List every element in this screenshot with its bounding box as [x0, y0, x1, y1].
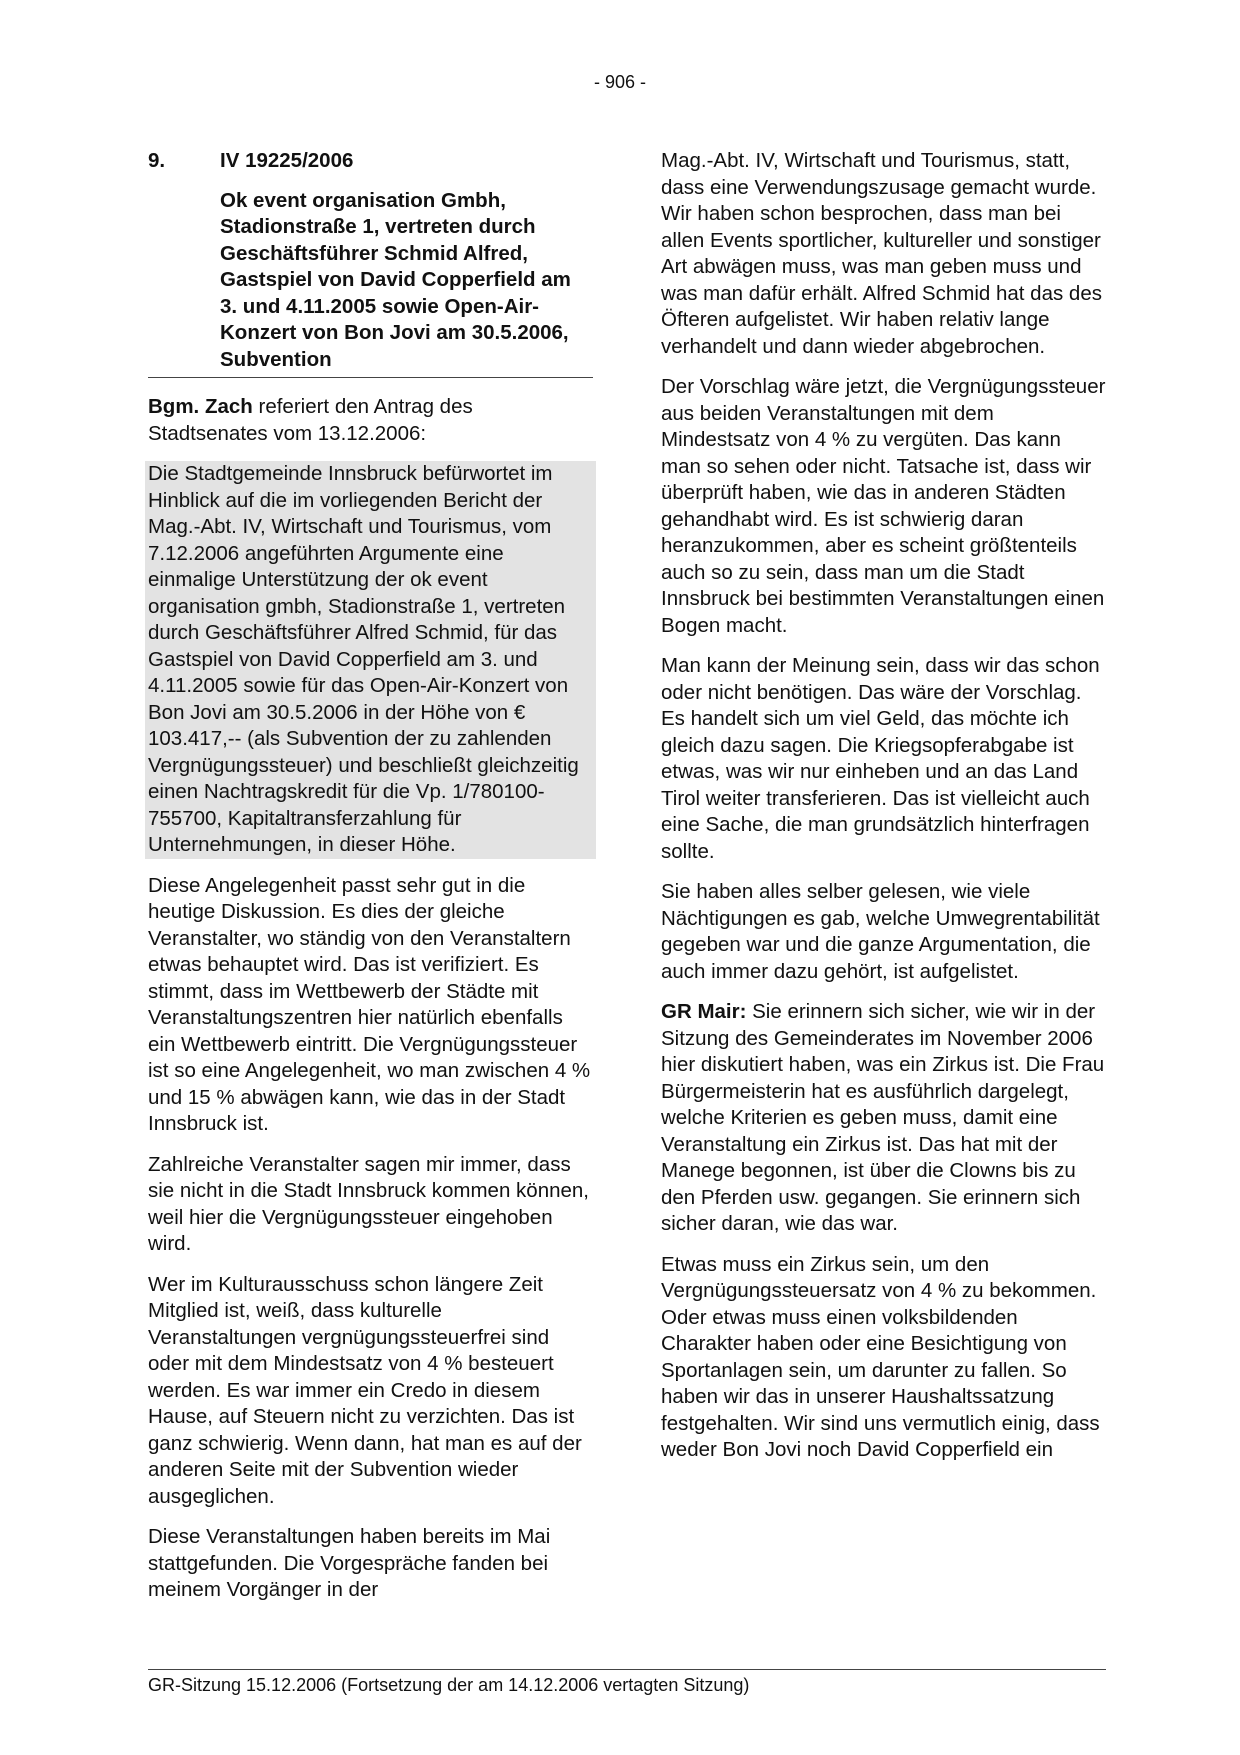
paragraph: Mag.-Abt. IV, Wirtschaft und Tourismus, statt, dass eine Verwendungszusage gemacht wurde. Wir haben schon besprochen, dass man bei allen Events sportlicher, kultureller und sonstiger Art abwägen muss, was man geben muss und was man dafür erhält. Alfred Schmid hat das des Öfteren aufgelistet. Wir haben relativ lange verhandelt und dann wieder abgebrochen.	[661, 149, 1102, 358]
item-reference: IV 19225/2006	[220, 149, 354, 172]
intro-paragraph	[148, 394, 593, 447]
paragraph: Diese Veranstaltungen haben bereits im Mai stattgefunden. Die Vorgespräche fanden bei meinem Vorgänger in der	[148, 1525, 551, 1601]
speaker-name: GR Mair:	[661, 1000, 747, 1023]
paragraph: Der Vorschlag wäre jetzt, die Vergnügungssteuer aus beiden Veranstaltungen mit dem Mindestsatz von 4 % zu vergüten. Das kann man so sehen oder nicht. Tatsache ist, dass wir überprüft haben, wie das in anderen Städten gehandhabt wird. Es ist schwierig daran heranzukommen, aber es scheint größtenteils auch so zu sein, dass man um die Stadt Innsbruck bei bestimmten Veranstaltungen einen Bogen macht.	[661, 375, 1106, 637]
item-title: Ok event organisation Gmbh, Stadionstraße 1, vertreten durch Geschäftsführer Schmid Alfred, Gastspiel von David Copperfield am 3. und 4.11.2005 sowie Open-Air-Konzert von Bon Jovi am 30.5.2006, Subvention	[220, 188, 571, 371]
paragraph: Diese Angelegenheit passt sehr gut in die heutige Diskussion. Es dies der gleiche Veranstalter, wo ständig von den Veranstaltern etwas behauptet wird. Das ist verifiziert. Es stimmt, dass im Wettbewerb der Städte mit Veranstaltungszentren hier natürlich ebenfalls ein Wettbewerb eintritt. Die Vergnügungssteuer ist so eine Angelegenheit, wo man zwischen 4 % und 15 % abwägen kann, wie das in der Stadt Innsbruck ist.	[148, 873, 591, 1135]
paragraph: Sie haben alles selber gelesen, wie viele Nächtigungen es gab, welche Umwegrentabilität gegeben war und die ganze Argumentation, die auch immer dazu gehört, ist aufgelistet.	[661, 880, 1100, 983]
page-number: - 906 -	[593, 72, 647, 92]
paragraph: Etwas muss ein Zirkus sein, um den Vergnügungssteuersatz von 4 % zu bekommen. Oder etwas muss einen volksbildenden Charakter haben oder eine Besichtigung von Sportanlagen sein, um darunter zu fallen. So haben wir das in unserer Haushaltssatzung festgehalten. Wir sind uns vermutlich einig, dass weder Bon Jovi noch David Copperfield ein	[661, 1252, 1100, 1461]
left-column	[148, 148, 593, 1618]
paragraph: Zahlreiche Veranstalter sagen mir immer, dass sie nicht in die Stadt Innsbruck kommen können, weil hier die Vergnügungssteuer eingehoben wird.	[148, 1152, 589, 1255]
intro-text: referiert den Antrag des Stadtsenates vom 13.12.2006:	[148, 395, 473, 445]
paragraph: Man kann der Meinung sein, dass wir das schon oder nicht benötigen. Das wäre der Vorschlag. Es handelt sich um viel Geld, das möchte ich gleich dazu sagen. Die Kriegsopferabgabe ist etwas, was wir nur einheben und an das Land Tirol weiter transferieren. Das ist vielleicht auch eine Sache, die man grundsätzlich hinterfragen sollte.	[661, 654, 1100, 863]
speaker-paragraph	[661, 999, 1106, 1238]
right-column	[661, 148, 1106, 1478]
motion-text: Die Stadtgemeinde Innsbruck befürwortet im Hinblick auf die im vorliegenden Bericht der Mag.-Abt. IV, Wirtschaft und Tourismus, vom 7.12.2006 angeführten Argumente eine einmalige Unterstützung der ok event organisation gmbh, Stadionstraße 1, vertreten durch Geschäftsführer Alfred Schmid, für das Gastspiel von David Copperfield am 3. und 4.11.2005 sowie für das Open-Air-Konzert von Bon Jovi am 30.5.2006 in der Höhe von € 103.417,-- (als Subvention der zu zahlenden Vergnügungssteuer) und beschließt gleichzeitig einen Nachtragskredit für die Vp. 1/780100-755700, Kapitaltransferzahlung für Unternehmungen, in dieser Höhe.	[145, 461, 596, 859]
agenda-item-header	[148, 148, 593, 378]
paragraph: Wer im Kulturausschuss schon längere Zeit Mitglied ist, weiß, dass kulturelle Veranstaltungen vergnügungssteuerfrei sind oder mit dem Mindestsatz von 4 % besteuert werden. Es war immer ein Credo in diesem Hause, auf Steuern nicht zu verzichten. Das ist ganz schwierig. Wenn dann, hat man es auf der anderen Seite mit der Subvention wieder ausgeglichen.	[148, 1272, 582, 1508]
page-footer: GR-Sitzung 15.12.2006 (Fortsetzung der am 14.12.2006 vertagten Sitzung)	[148, 1669, 1106, 1696]
speaker-name: Bgm. Zach	[148, 395, 253, 418]
item-number: 9.	[148, 149, 166, 172]
speaker-text: Sie erinnern sich sicher, wie wir in der Sitzung des Gemeinderates im November 2006 hier diskutiert haben, was ein Zirkus ist. Die Frau Bürgermeisterin hat es ausführlich dargelegt, welche Kriterien es geben muss, damit eine Veranstaltung ein Zirkus ist. Das hat mit der Manege begonnen, ist über die Clowns bis zu den Pferden usw. gegangen. Sie erinnern sich sicher daran, wie das war.	[661, 1000, 1105, 1235]
